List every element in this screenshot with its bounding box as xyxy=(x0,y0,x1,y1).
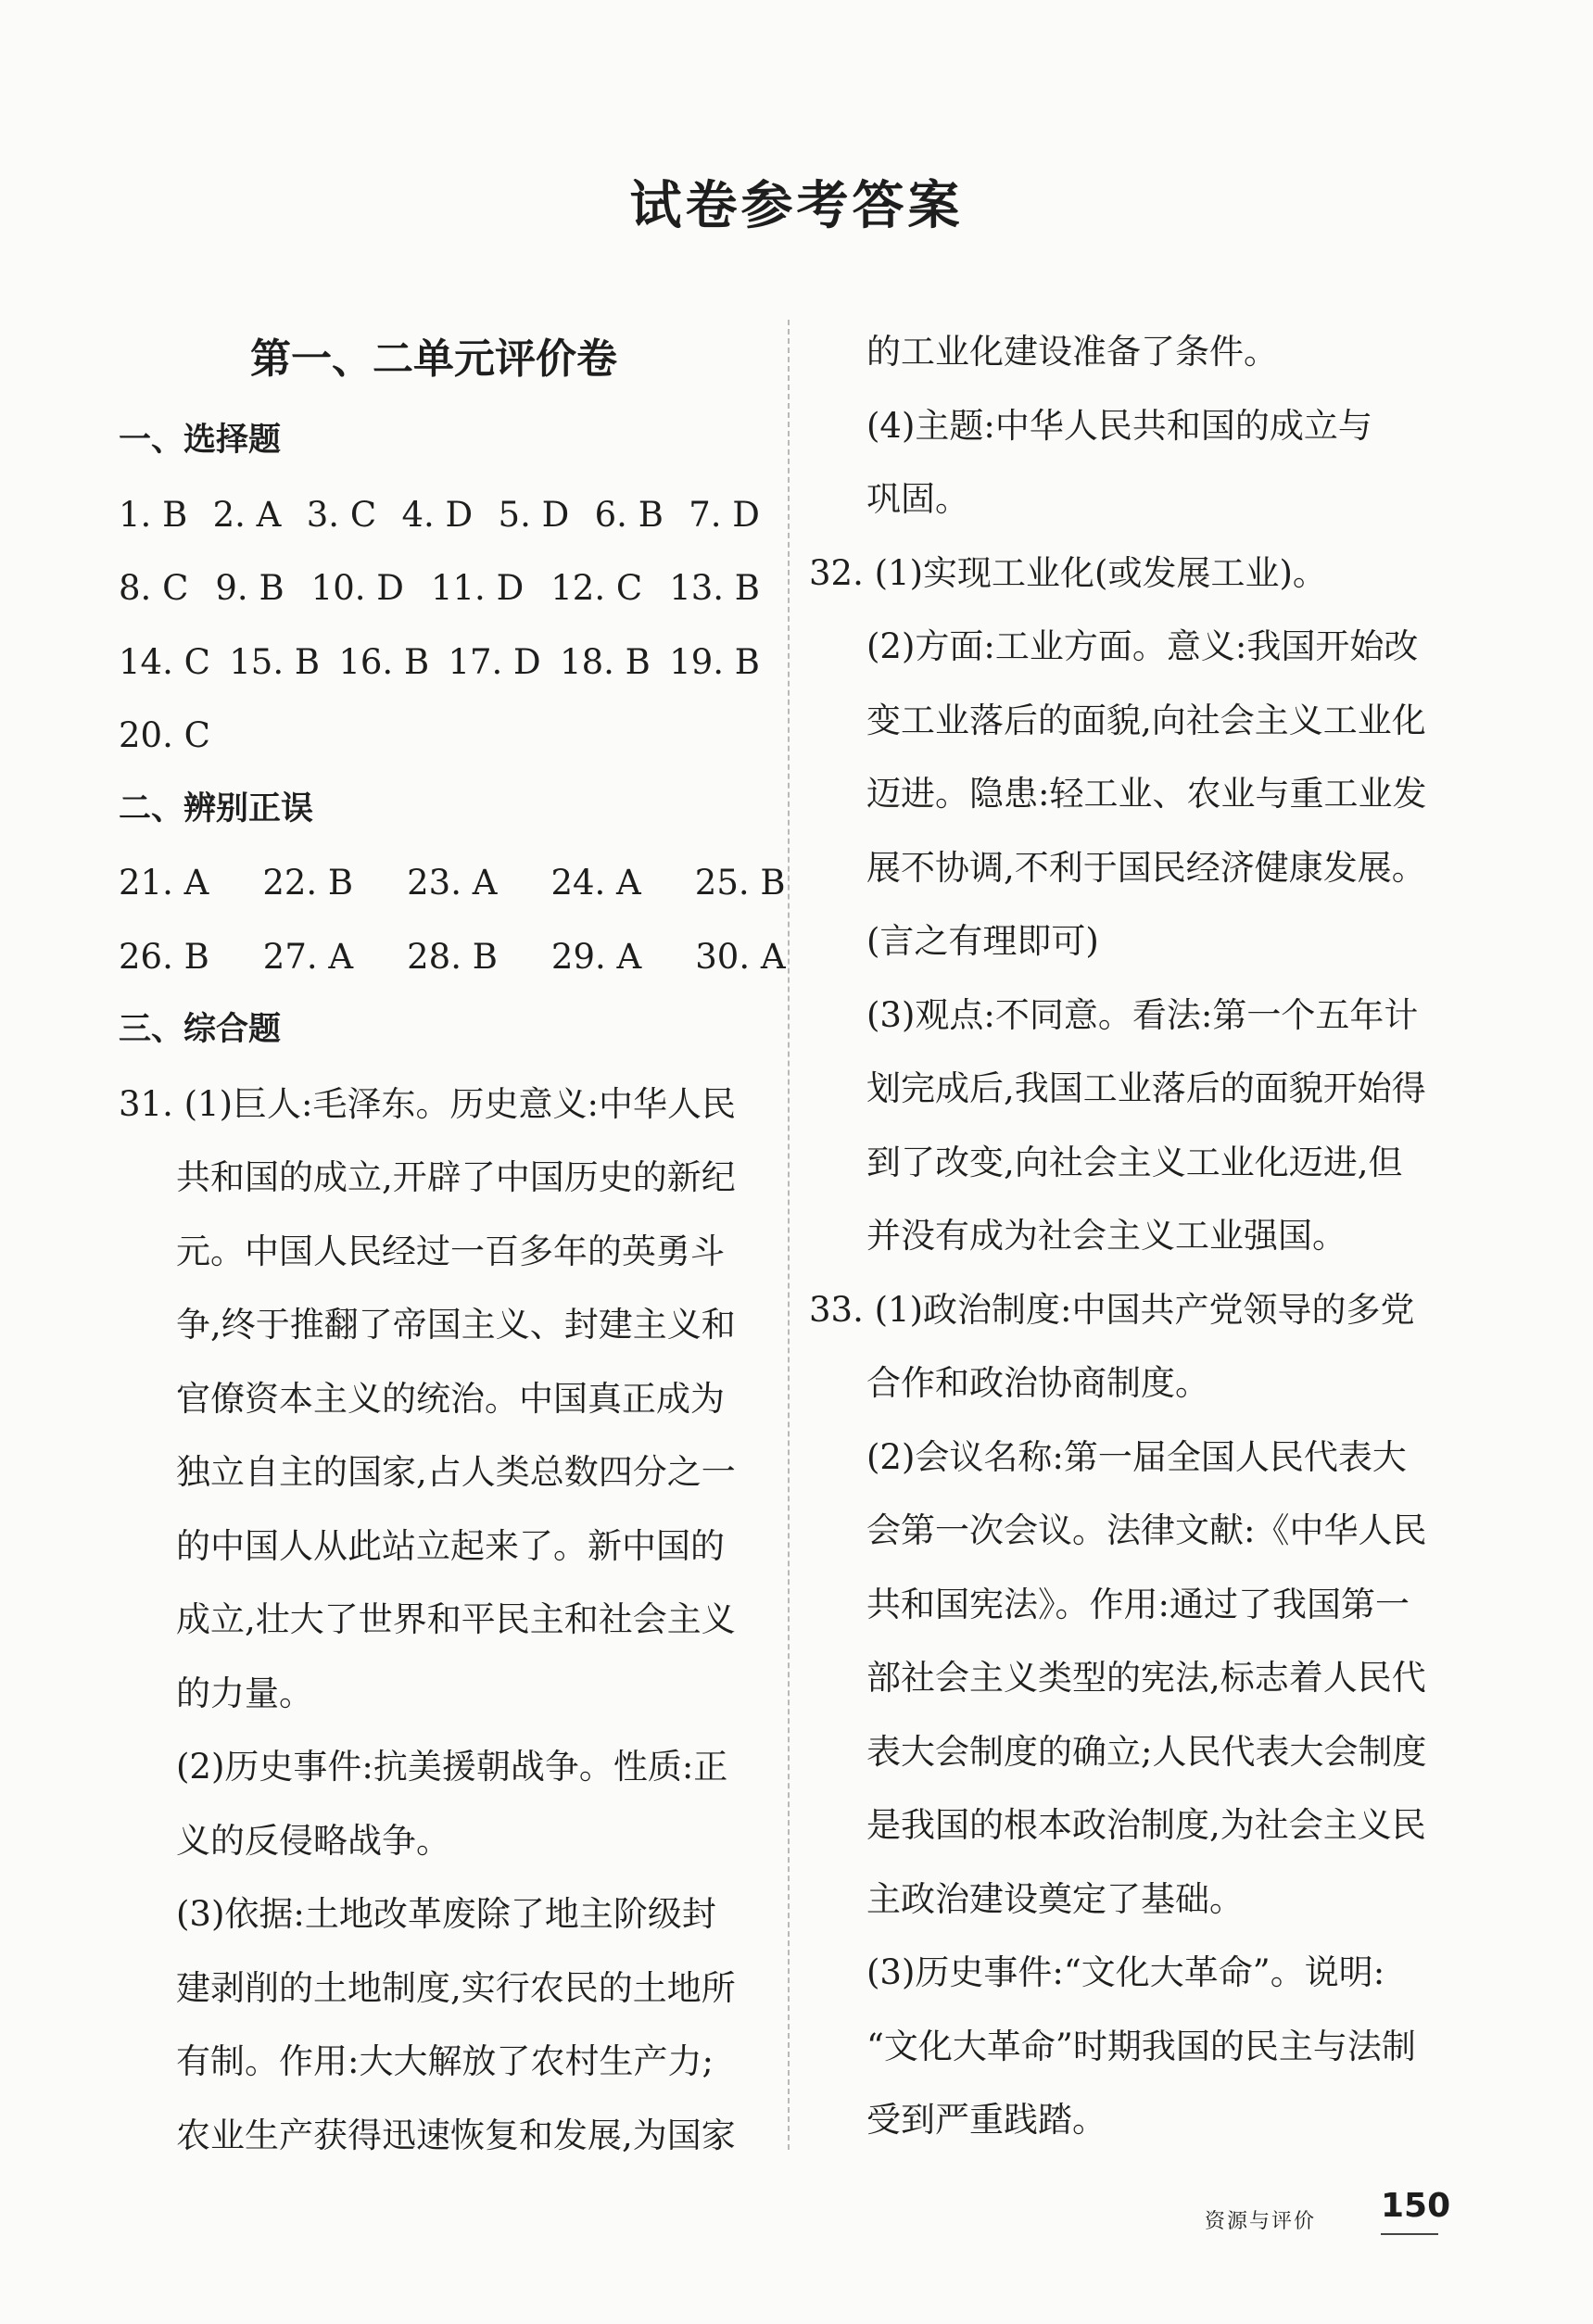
text-line: 的力量。 xyxy=(176,1673,313,1713)
text-line: 农业生产获得迅速恢复和发展,为国家 xyxy=(176,2115,736,2155)
answer-row xyxy=(119,699,767,773)
answer-item: 27. A xyxy=(262,936,354,977)
answer-item: 13. B xyxy=(669,568,760,608)
answer-item: 22. B xyxy=(262,863,354,903)
answer-row xyxy=(119,551,767,625)
answer-item: 18. B xyxy=(560,641,651,682)
answer-item: 6. B xyxy=(594,494,664,535)
section-heading-true-false: 二、辨别正误 xyxy=(119,789,314,827)
text-line: (言之有理即可) xyxy=(866,921,1099,961)
unit-title: 第一、二单元评价卷 xyxy=(250,335,617,383)
text-line: 义的反侵略战争。 xyxy=(176,1820,450,1861)
answer-item: 16. B xyxy=(338,641,430,682)
text-line: (2)历史事件:抗美援朝战争。性质:正 xyxy=(176,1747,728,1787)
text-line: (3)历史事件:“文化大革命”。说明: xyxy=(866,1952,1385,1992)
text-line: 有制。作用:大大解放了农村生产力; xyxy=(176,2041,714,2081)
text-line: 展不协调,不利于国民经济健康发展。 xyxy=(866,847,1426,888)
answer-item: 10. D xyxy=(310,568,404,608)
text-line: 共和国宪法》。作用:通过了我国第一 xyxy=(866,1584,1410,1624)
text-line: 31. (1)巨人:毛泽东。历史意义:中华人民 xyxy=(119,1083,736,1124)
text-line: “文化大革命”时期我国的民主与法制 xyxy=(866,2026,1416,2066)
text-line: 共和国的成立,开辟了中国历史的新纪 xyxy=(176,1157,736,1197)
page-number: 150 xyxy=(1381,2187,1451,2225)
section-heading-comprehensive: 三、综合题 xyxy=(119,1011,282,1048)
text-line: (4)主题:中华人民共和国的成立与 xyxy=(866,405,1372,446)
column-divider xyxy=(788,320,790,2150)
text-line: 的中国人从此站立起来了。新中国的 xyxy=(176,1525,725,1566)
answer-item: 19. B xyxy=(669,641,760,682)
left-column xyxy=(119,315,786,2172)
text-line: (2)会议名称:第一届全国人民代表大 xyxy=(866,1436,1407,1477)
answer-item: 20. C xyxy=(119,715,210,755)
text-line: (3)观点:不同意。看法:第一个五年计 xyxy=(866,994,1419,1035)
answer-item: 4. D xyxy=(401,494,474,535)
answer-item: 9. B xyxy=(215,568,284,608)
answer-item: 8. C xyxy=(119,568,189,608)
answer-item: 12. C xyxy=(550,568,643,608)
answer-item: 11. D xyxy=(430,568,525,608)
text-line: 并没有成为社会主义工业强国。 xyxy=(866,1216,1346,1256)
text-line: 巩固。 xyxy=(866,479,969,519)
text-line: 表大会制度的确立;人民代表大会制度 xyxy=(866,1731,1427,1772)
text-line: 主政治建设奠定了基础。 xyxy=(866,1878,1244,1919)
answer-item: 15. B xyxy=(229,641,321,682)
text-line: (2)方面:工业方面。意义:我国开始改 xyxy=(866,626,1419,666)
text-line: 建剥削的土地制度,实行农民的土地所 xyxy=(176,1967,736,2008)
text-line: 合作和政治协商制度。 xyxy=(866,1363,1209,1403)
answer-item: 21. A xyxy=(119,863,209,903)
footer-label: 资源与评价 xyxy=(1205,2210,1317,2233)
answer-item: 26. B xyxy=(119,936,209,977)
text-line: 的工业化建设准备了条件。 xyxy=(866,332,1278,372)
page-number-rule xyxy=(1381,2233,1438,2235)
page-title: 试卷参考答案 xyxy=(629,176,964,236)
text-line: 争,终于推翻了帝国主义、封建主义和 xyxy=(176,1305,736,1345)
text-line: 部社会主义类型的宪法,标志着人民代 xyxy=(866,1658,1426,1698)
answer-item: 23. A xyxy=(407,863,498,903)
answer-row xyxy=(119,625,767,700)
text-line: 迈进。隐患:轻工业、农业与重工业发 xyxy=(866,774,1427,814)
answer-item: 25. B xyxy=(694,863,786,903)
text-line: 官僚资本主义的统治。中国真正成为 xyxy=(176,1378,725,1419)
answer-row xyxy=(119,846,786,920)
text-line: 变工业落后的面貌,向社会主义工业化 xyxy=(866,700,1426,740)
answer-item: 28. B xyxy=(407,936,498,977)
text-line: 独立自主的国家,占人类总数四分之一 xyxy=(176,1452,736,1492)
answer-item: 1. B xyxy=(119,494,188,535)
answer-item: 29. A xyxy=(550,936,642,977)
section-heading-choice: 一、选择题 xyxy=(119,422,282,459)
right-column xyxy=(809,315,1476,2157)
text-line: 到了改变,向社会主义工业化迈进,但 xyxy=(866,1142,1403,1182)
text-line: 受到严重践踏。 xyxy=(866,2100,1106,2140)
text-line: 元。中国人民经过一百多年的英勇斗 xyxy=(176,1231,725,1271)
text-line: 成立,壮大了世界和平民主和社会主义 xyxy=(176,1599,736,1639)
answer-item: 3. C xyxy=(306,494,377,535)
text-line: 32. (1)实现工业化(或发展工业)。 xyxy=(809,552,1327,593)
answer-item: 17. D xyxy=(448,641,541,682)
answer-item: 2. A xyxy=(212,494,282,535)
text-line: 是我国的根本政治制度,为社会主义民 xyxy=(866,1805,1426,1845)
answer-item: 30. A xyxy=(695,936,786,977)
answer-row xyxy=(119,478,767,552)
text-line: (3)依据:土地改革废除了地主阶级封 xyxy=(176,1894,716,1934)
text-line: 33. (1)政治制度:中国共产党领导的多党 xyxy=(809,1289,1415,1330)
answer-row xyxy=(119,920,786,994)
answer-item: 7. D xyxy=(689,494,760,535)
answer-item: 5. D xyxy=(498,494,570,535)
answer-item: 14. C xyxy=(119,641,210,682)
text-line: 划完成后,我国工业落后的面貌开始得 xyxy=(866,1068,1426,1108)
answer-item: 24. A xyxy=(550,863,641,903)
text-line: 会第一次会议。法律文献:《中华人民 xyxy=(866,1510,1427,1550)
